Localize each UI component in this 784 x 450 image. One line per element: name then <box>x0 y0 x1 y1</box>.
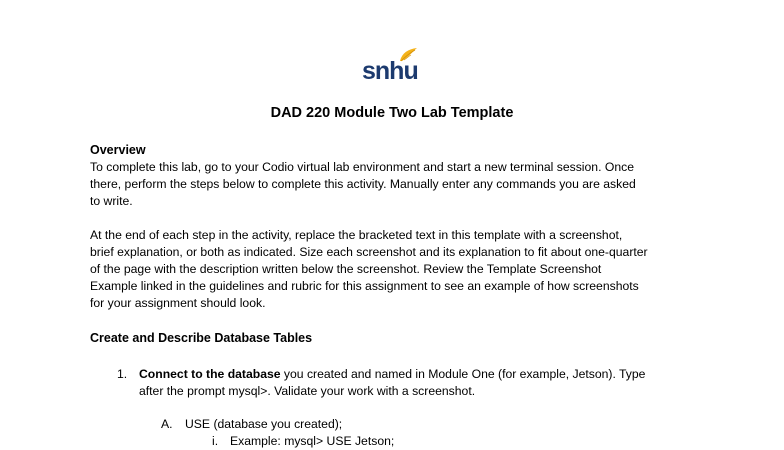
overview-para1-line: there, perform the steps below to complete this activity. Manually enter any commands you are asked <box>90 177 636 191</box>
overview-para2-line: Example linked in the guidelines and rubric for this assignment to see an example of how screenshots <box>90 279 639 293</box>
overview-para2-line: for your assignment should look. <box>90 296 266 310</box>
overview-section <box>90 142 700 210</box>
sub-item-roman: i. <box>212 434 219 448</box>
sub-item-text: USE (database you created); <box>185 417 343 431</box>
list-item-body <box>139 366 719 400</box>
overview-para1-line: to write. <box>90 194 133 208</box>
section-heading-wrap <box>90 330 700 347</box>
logo-text: snhu <box>362 57 418 85</box>
overview-para1-line: To complete this lab, go to your Codio virtual lab environment and start a new terminal session. Once <box>90 160 634 174</box>
overview-para2-line: At the end of each step in the activity, replace the bracketed text in this template with a screenshot, <box>90 228 623 242</box>
list-item-text-line2: after the prompt mysql>. Validate your work with a screenshot. <box>139 384 476 398</box>
snhu-logo <box>362 47 422 87</box>
list-item-text: you created and named in Module One (for example, Jetson). Type <box>280 367 646 381</box>
overview-para2-line: brief explanation, or both as indicated. Size each screenshot and its explanation to fit about one-quarter <box>90 245 648 259</box>
document-title: DAD 220 Module Two Lab Template <box>270 105 514 121</box>
overview-para2-line: of the page with the description written below the screenshot. Review the Template Screenshot <box>90 262 602 276</box>
list-item-bold-text: Connect to the database <box>139 367 281 381</box>
overview-heading: Overview <box>90 143 146 157</box>
sub-item-example-text: Example: mysql> USE Jetson; <box>230 434 395 448</box>
sub-item-letter: A. <box>161 417 173 431</box>
section-heading: Create and Describe Database Tables <box>90 331 313 345</box>
overview-para2 <box>90 227 700 312</box>
list-number: 1. <box>117 367 128 381</box>
